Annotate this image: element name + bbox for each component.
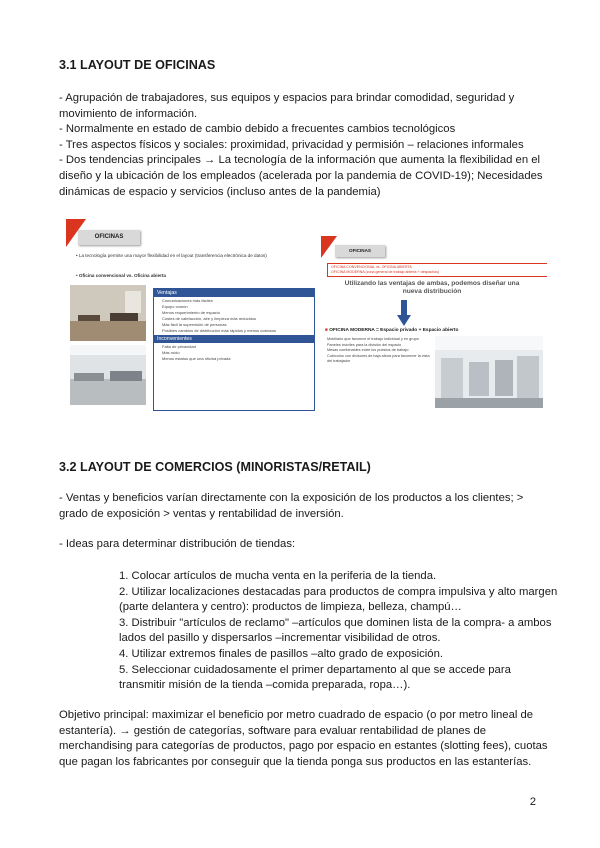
slide1-line2: • Oficina convencional vs. Oficina abierta [76,273,166,278]
dis-item: Menos estatus que una oficina privada [162,356,231,361]
dis-item: Falta de privacidad [162,344,196,349]
red-box [327,263,547,277]
modern-office-list [327,337,431,365]
office-photo-1 [70,285,146,341]
list-item: 1. Colocar artículos de mucha venta en la periferia de la tienda. [119,570,437,582]
modern-item: Mesas combinables entre los puestos de trabajo [327,348,409,352]
adv-item: Menos requerimiento de espacio [162,310,221,315]
section-title-offices: 3.1 LAYOUT DE OFICINAS [59,58,216,72]
modern-office-title-text: OFICINA MODERNA = Espacio privado + Espacio abierto [329,328,459,333]
adv-item: Comunicaciones más fáciles [162,298,213,303]
dis-list [154,343,314,363]
list-item: 5. Seleccionar cuidadosamente el primer departamento al que se accede para transmitir misión de la tienda –comida preparada, ropa…). [119,663,511,692]
red-line-2: OFICINA MODERNA (zona general de trabajo abierta + despachos) [331,270,440,274]
adv-item: Costes de calefacción, aire y limpieza más reducidos [162,316,257,321]
modern-item: Paneles móviles para la división del espacio [327,342,402,347]
offices-bullets [59,91,549,200]
office-photo-2 [70,345,146,405]
bullet-1: - Agrupación de trabajadores, sus equipos y espacios para brindar comodidad, seguridad y movimiento de información. [59,92,515,120]
list-item: 3. Distribuir "artículos de reclamo" –artículos que dominen lista de la compra- a ambos lados del pasillo y dispersarlos –incrementar visibilidad de otros. [119,616,552,645]
retail-ideas-list [119,569,559,694]
section-title-retail: 3.2 LAYOUT DE COMERCIOS (MINORISTAS/RETAIL) [59,460,371,474]
slide-tag-label: OFICINAS [94,234,124,240]
slide-offices-2 [321,236,547,412]
slide-tag [335,245,385,257]
modern-item: Mobiliario que favorece el trabajo individual y en grupo [327,337,419,341]
modern-office-title: ■ OFICINA MODERNA = Espacio privado + Espacio abierto [325,328,459,333]
dis-item: Más ruido [162,350,180,355]
red-line-1: OFICINA CONVENCIONAL vs. OFICINA ABIERTA [331,265,412,269]
arrow-down-icon [397,300,411,326]
retail-objective: Objetivo principal: maximizar el beneficio por metro cuadrado de espacio (o por metro lineal de estantería). → gestión de categorías, software para evaluar rentabilidad de planes de merchandising para categorías de productos, pago por espacio en estantes (slotting fees), cuotas que pagan los fabricantes por conseguir que la tienda ponga sus productos en las estanterías. [59,709,548,768]
modern-office-photo [435,336,543,408]
bullet-4: - Dos tendencias principales → La tecnología de la información que aumenta la flexibilidad en el diseño y la ubicación de los empleados (acelerada por la pandemia de COVID-19); Necesidades dinámicas de espacio y servicios (incluso antes de la pandemia) [59,154,543,198]
slide1-line1: • La tecnología permite una mayor flexibilidad en el layout (transferencia electrónica de datos) [76,253,267,258]
adv-list [154,297,314,335]
page-number: 2 [529,796,536,808]
list-item: 2. Utilizar localizaciones destacadas para productos de compra impulsiva y alto margen (parte delantera y centro): productos de limpieza, belleza, champú… [119,585,558,614]
retail-ideas-heading: - Ideas para determinar distribución de tiendas: [59,538,296,550]
slide-offices-1 [66,219,316,411]
list-item: 4. Utilizar extremos finales de pasillos –alto grado de exposición. [119,647,444,660]
slide-tag-label: OFICINAS [349,248,371,253]
modern-item: Cubículos con divisores de baja altura para favorecer la vista del trabajador [327,353,430,363]
bullet-2: - Normalmente en estado de cambio debido a frecuentes cambios tecnológicos [59,123,456,136]
retail-intro: - Ventas y beneficios varían directamente con la exposición de los productos a los clientes; > grado de exposición > ventas y rentabilidad de inversión. [59,492,524,520]
pros-cons-box [153,288,315,411]
slide-tag [78,230,140,245]
adv-item: Equipo común [162,304,188,309]
callout-text: Utilizando las ventajas de ambas, podemos diseñar una nueva distribución [344,280,520,295]
adv-item: Más fácil la supervisión de personas [162,322,227,327]
adv-header: Ventajas [154,289,314,297]
bullet-3: - Tres aspectos físicos y sociales: proximidad, privacidad y permisión – relaciones informales [59,138,524,151]
dis-header: Inconvenientes [154,335,314,343]
adv-item: Posibles cambios de distribución más rápidos y menos costosos [162,328,277,333]
